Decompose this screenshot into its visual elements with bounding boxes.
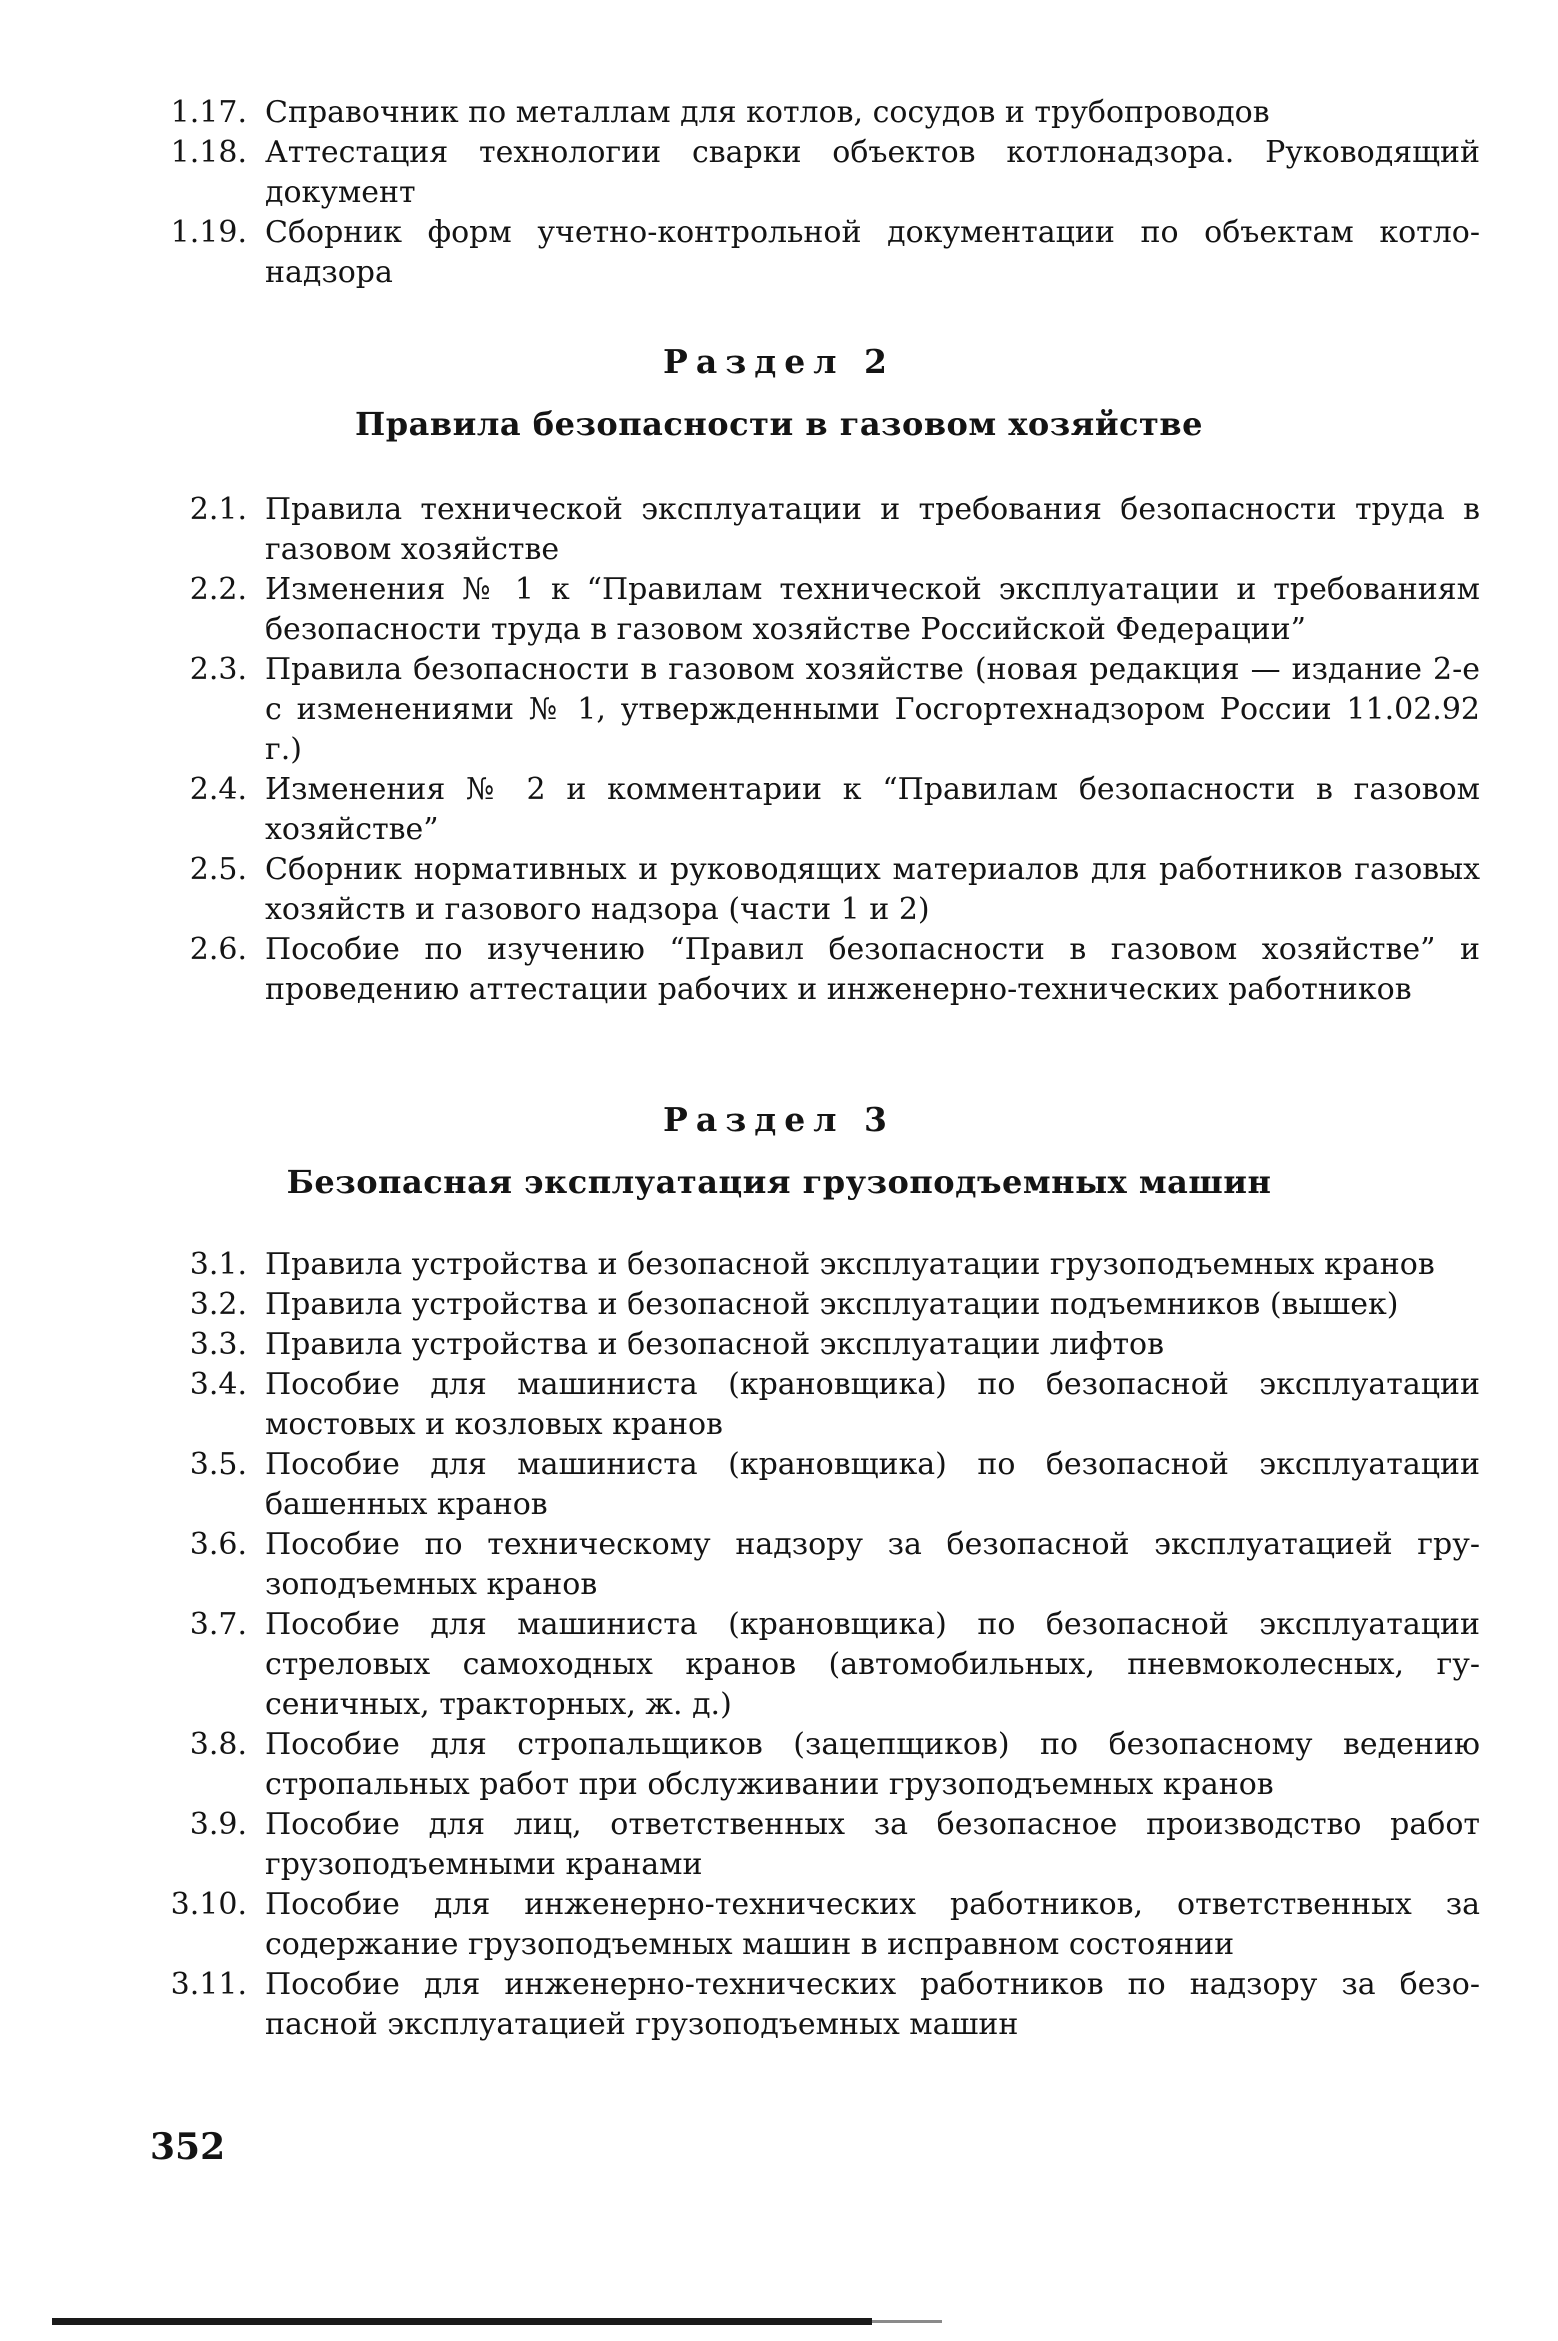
section2-title: Правила безопасности в газовом хозяйстве [355, 405, 1203, 443]
item-text: Правила устройства и безопасной эксплуатации лифтов [265, 1327, 1165, 1362]
item-number: 2.6. [189, 932, 247, 967]
item-number: 1.18. [170, 135, 247, 170]
item-number: 3.7. [189, 1607, 247, 1642]
section3-title: Безопасная эксплуатация грузоподъемных машин [286, 1163, 1272, 1201]
section3-label: Раздел 3 [663, 1100, 895, 1139]
list-item [150, 1805, 1480, 1885]
item-number: 3.8. [189, 1727, 247, 1762]
item-number: 3.3. [189, 1327, 247, 1362]
list-item [150, 1965, 1480, 2045]
item-text: Аттестация технологии сварки объектов котлонадзора. Руководящий документ [265, 135, 1480, 210]
list-item [150, 1525, 1480, 1605]
list-item [150, 1445, 1480, 1525]
item-text: Пособие по техническому надзору за безопасной эксплуатацией грузоподъемных кранов [265, 1527, 1480, 1602]
item-number: 2.5. [189, 852, 247, 887]
list-item [150, 1285, 1480, 1325]
item-number: 1.17. [170, 95, 247, 130]
bottom-rule [52, 2318, 872, 2325]
item-text: Справочник по металлам для котлов, сосудов и трубопроводов [265, 95, 1270, 130]
section2-list [150, 490, 1480, 1010]
item-text: Правила устройства и безопасной эксплуатации грузоподъемных кранов [265, 1247, 1435, 1282]
section3-list [150, 1245, 1480, 2045]
item-number: 3.6. [189, 1527, 247, 1562]
section3-heading [0, 1098, 1558, 1204]
item-text: Правила безопасности в газовом хозяйстве (новая редакция — издание 2-е с изменениями № 1, утвержденными Госгортехнадзором России 11.02.92 г.) [265, 652, 1480, 767]
item-text: Сборник форм учетно-контрольной документации по объектам котлонадзора [265, 215, 1480, 290]
list-item [150, 850, 1480, 930]
item-number: 3.9. [189, 1807, 247, 1842]
section2-label: Раздел 2 [663, 342, 895, 381]
item-number: 3.1. [189, 1247, 247, 1282]
item-number: 1.19. [170, 215, 247, 250]
page-number: 352 [150, 2126, 226, 2168]
list-item [150, 213, 1480, 293]
item-number: 2.4. [189, 772, 247, 807]
item-text: Пособие для машиниста (крановщика) по безопасной эксплуатации башенных кранов [265, 1447, 1480, 1522]
item-text: Сборник нормативных и руководящих материалов для работников газовых хозяйств и газового надзора (части 1 и 2) [265, 852, 1480, 927]
item-number: 2.2. [189, 572, 247, 607]
list-item [150, 770, 1480, 850]
item-text: Правила технической эксплуатации и требования безопасности труда в газовом хозяйстве [265, 492, 1480, 567]
item-number: 3.4. [189, 1367, 247, 1402]
item-text: Пособие для машиниста (крановщика) по безопасной эксплуатации мостовых и козловых кранов [265, 1367, 1480, 1442]
item-number: 3.2. [189, 1287, 247, 1322]
item-text: Правила устройства и безопасной эксплуатации подъемников (вышек) [265, 1287, 1399, 1322]
list-item [150, 1885, 1480, 1965]
list-item [150, 133, 1480, 213]
list-item [150, 1245, 1480, 1285]
section1-tail-list [150, 93, 1480, 293]
item-text: Пособие для машиниста (крановщика) по безопасной эксплуатации стреловых самоходных кранов (автомобильных, пневмоколесных, гусеничных, тракторных, ж. д.) [265, 1607, 1480, 1722]
list-item [150, 1325, 1480, 1365]
item-text: Пособие для стропальщиков (зацепщиков) по безопасному ведению стропальных работ при обслуживании грузоподъемных кранов [265, 1727, 1480, 1802]
item-text: Пособие по изучению “Правил безопасности в газовом хозяйстве” и проведению аттестации рабочих и инженерно-технических работников [265, 932, 1480, 1007]
item-text: Пособие для лиц, ответственных за безопасное производство работ грузоподъемными кранами [265, 1807, 1480, 1882]
item-number: 3.10. [170, 1887, 247, 1922]
list-item [150, 490, 1480, 570]
item-text: Изменения № 1 к “Правилам технической эксплуатации и требованиям безопасности труда в газовом хозяйстве Российской Федерации” [265, 572, 1480, 647]
section2-heading [0, 340, 1558, 446]
list-item [150, 93, 1480, 133]
list-item [150, 570, 1480, 650]
list-item [150, 650, 1480, 770]
item-number: 3.11. [170, 1967, 247, 2002]
item-number: 2.3. [189, 652, 247, 687]
list-item [150, 1725, 1480, 1805]
list-item [150, 930, 1480, 1010]
item-text: Пособие для инженерно-технических работников, ответственных за содержание грузоподъемных машин в исправном состоянии [265, 1887, 1480, 1962]
list-item [150, 1365, 1480, 1445]
bottom-rule-tail [872, 2320, 942, 2323]
item-number: 2.1. [189, 492, 247, 527]
list-item [150, 1605, 1480, 1725]
item-number: 3.5. [189, 1447, 247, 1482]
item-text: Пособие для инженерно-технических работников по надзору за безопасной эксплуатацией грузоподъемных машин [265, 1967, 1480, 2042]
item-text: Изменения № 2 и комментарии к “Правилам безопасности в газовом хозяйстве” [265, 772, 1480, 847]
